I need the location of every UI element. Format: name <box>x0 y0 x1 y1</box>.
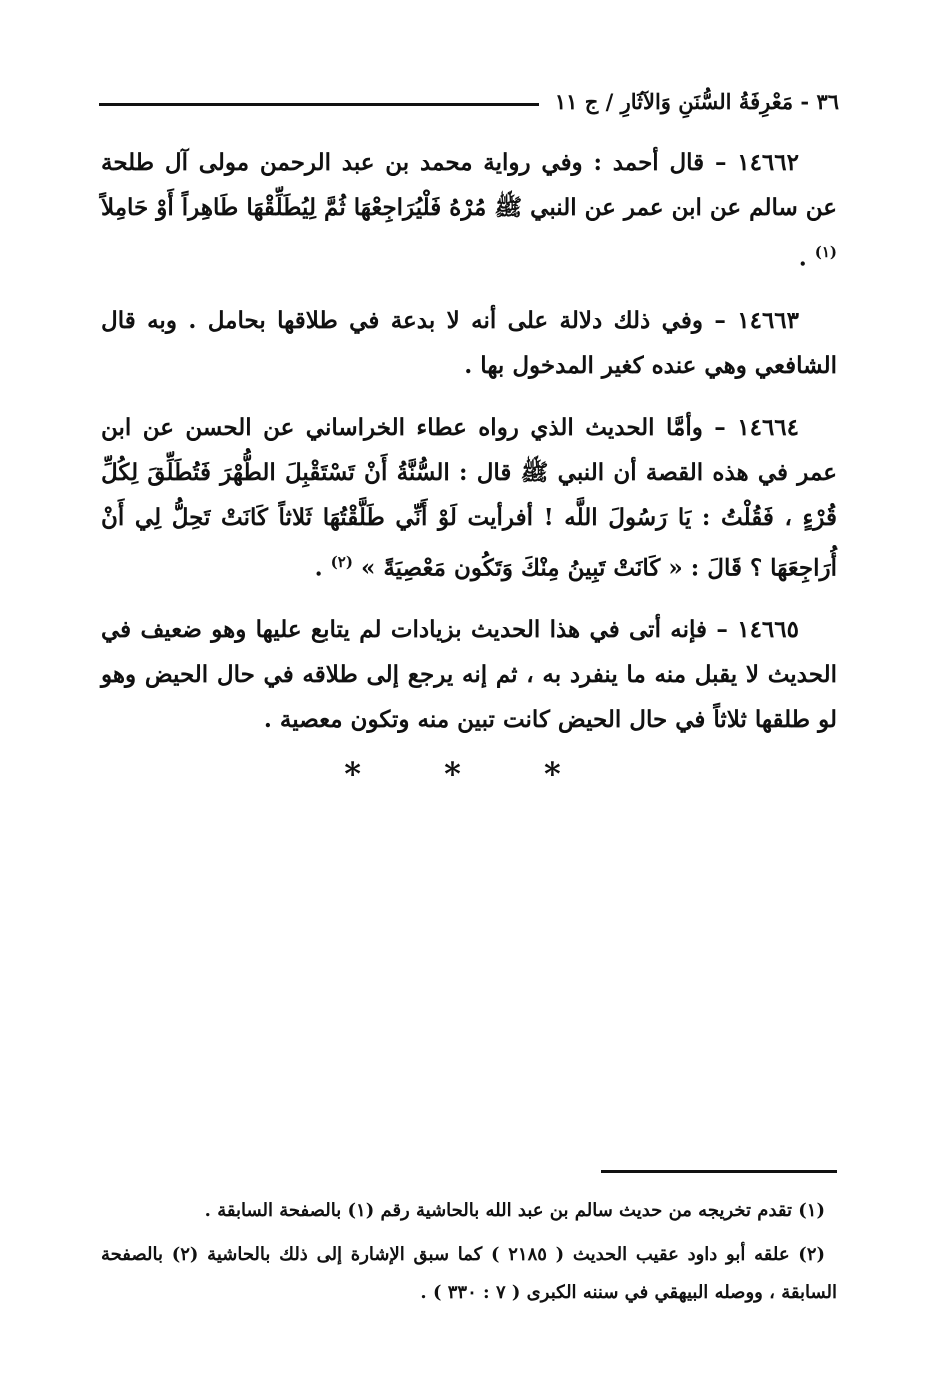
footnote-rule <box>601 1170 837 1173</box>
paragraph-end: . <box>798 244 815 272</box>
paragraph-text: فإنه أتى في هذا الحديث بزيادات لم يتابع عليها وهو ضعيف في الحديث لا يقبل منه ما ينفرد به ، ثم إنه يرجع إلى طلاقه في حال الحيض وهو لو طلقها ثلاثاً في حال الحيض كانت تبين منه وتكون معصية . <box>101 616 837 734</box>
page-header <box>99 82 839 118</box>
footnote-2: (٢) علقه أبو داود عقيب الحديث ( ٢١٨٥ ) كما سبق الإشارة إلى ذلك بالحاشية (٢) بالصفحة السابقة ، ووصله البيهقي في سننه الكبرى ( ٧ : ٣٣٠ ) . <box>101 1244 837 1303</box>
paragraph-text: وفي ذلك دلالة على أنه لا بدعة في طلاقها بحامل . وبه قال الشافعي وهي عنده كغير المدخول بها . <box>101 306 837 379</box>
running-header-title: ٣٦ - مَعْرِفَةُ السُّنَنِ وَالآثَارِ / ج ١١ <box>554 89 839 114</box>
paragraph-14662: ١٤٦٦٢ – قال أحمد : وفي رواية محمد بن عبد الرحمن مولى آل طلحة عن سالم عن ابن عمر عن النبي ﷺ مُرْهُ فَلْيُرَاجِعْهَا ثُمَّ لِيُطَلِّقْهَا طَاهِراً أَوْ حَامِلاً $^{(١)}$ . <box>101 149 837 272</box>
paragraph-number: ١٤٦٦٤ <box>737 413 800 441</box>
header-rule <box>99 103 539 106</box>
paragraph-text: قال أحمد : وفي رواية محمد بن عبد الرحمن مولى آل طلحة عن سالم عن ابن عمر عن النبي ﷺ مُرْهُ فَلْيُرَاجِعْهَا ثُمَّ لِيُطَلِّقْهَا طَاهِراً أَوْ حَامِلاً <box>101 149 837 221</box>
footnote-ref: (١) <box>814 243 837 261</box>
paragraph-number: ١٤٦٦٣ <box>737 306 800 334</box>
footnote-ref: (٢) <box>330 552 353 571</box>
paragraph-text: وأمَّا الحديث الذي رواه عطاء الخراساني عن الحسن عن ابن عمر في هذه القصة أن النبي ﷺ قال : السُّنَّةُ أَنْ تَسْتَقْبِلَ الطُّهْرَ فَتُطَلِّقَ لِكُلِّ قُرْءٍ ، فَقُلْتُ : يَا رَسُولَ اللَّه ! أفرأيت لَوْ أَنِّي طَلَّقْتُهَا ثَلاثاً كَانَتْ تَحِلُّ لِي أَنْ أُرَاجِعَهَا ؟ قَالَ : « كَانَتْ تَبِينُ مِنْكَ وَتَكُون مَعْصِيَةً » <box>101 413 837 582</box>
paragraph-number: ١٤٦٦٥ <box>737 616 799 644</box>
paragraph-14665: ١٤٦٦٥ – فإنه أتى في هذا الحديث بزيادات لم يتابع عليها وهو ضعيف في الحديث لا يقبل منه ما ينفرد به ، ثم إنه يرجع إلى طلاقه في حال الحيض وهو لو طلقها ثلاثاً في حال الحيض كانت تبين منه وتكون معصية . <box>101 616 837 734</box>
footnotes <box>101 1192 837 1318</box>
paragraph-14664: ١٤٦٦٤ – وأمَّا الحديث الذي رواه عطاء الخراساني عن الحسن عن ابن عمر في هذه القصة أن النبي ﷺ قال : السُّنَّةُ أَنْ تَسْتَقْبِلَ الطُّهْرَ فَتُطَلِّقَ لِكُلِّ قُرْءٍ ، فَقُلْتُ : يَا رَسُولَ اللَّه ! أفرأيت لَوْ أَنِّي طَلَّقْتُهَا ثَلاثاً كَانَتْ تَحِلُّ لِي أَنْ أُرَاجِعَهَا ؟ قَالَ : « كَانَتْ تَبِينُ مِنْكَ وَتَكُون مَعْصِيَةً » $^{(٢)}$ . <box>101 413 837 582</box>
main-text <box>101 140 837 759</box>
footnote-1: (١) تقدم تخريجه من حديث سالم بن عبد الله بالحاشية رقم (١) بالصفحة السابقة . <box>204 1200 825 1221</box>
section-separator: * * * <box>344 755 597 793</box>
paragraph-number: ١٤٦٦٢ <box>737 149 799 176</box>
paragraph-end: . <box>314 554 331 582</box>
paragraph-14663: ١٤٦٦٣ – وفي ذلك دلالة على أنه لا بدعة في طلاقها بحامل . وبه قال الشافعي وهي عنده كغير المدخول بها . <box>101 306 837 379</box>
